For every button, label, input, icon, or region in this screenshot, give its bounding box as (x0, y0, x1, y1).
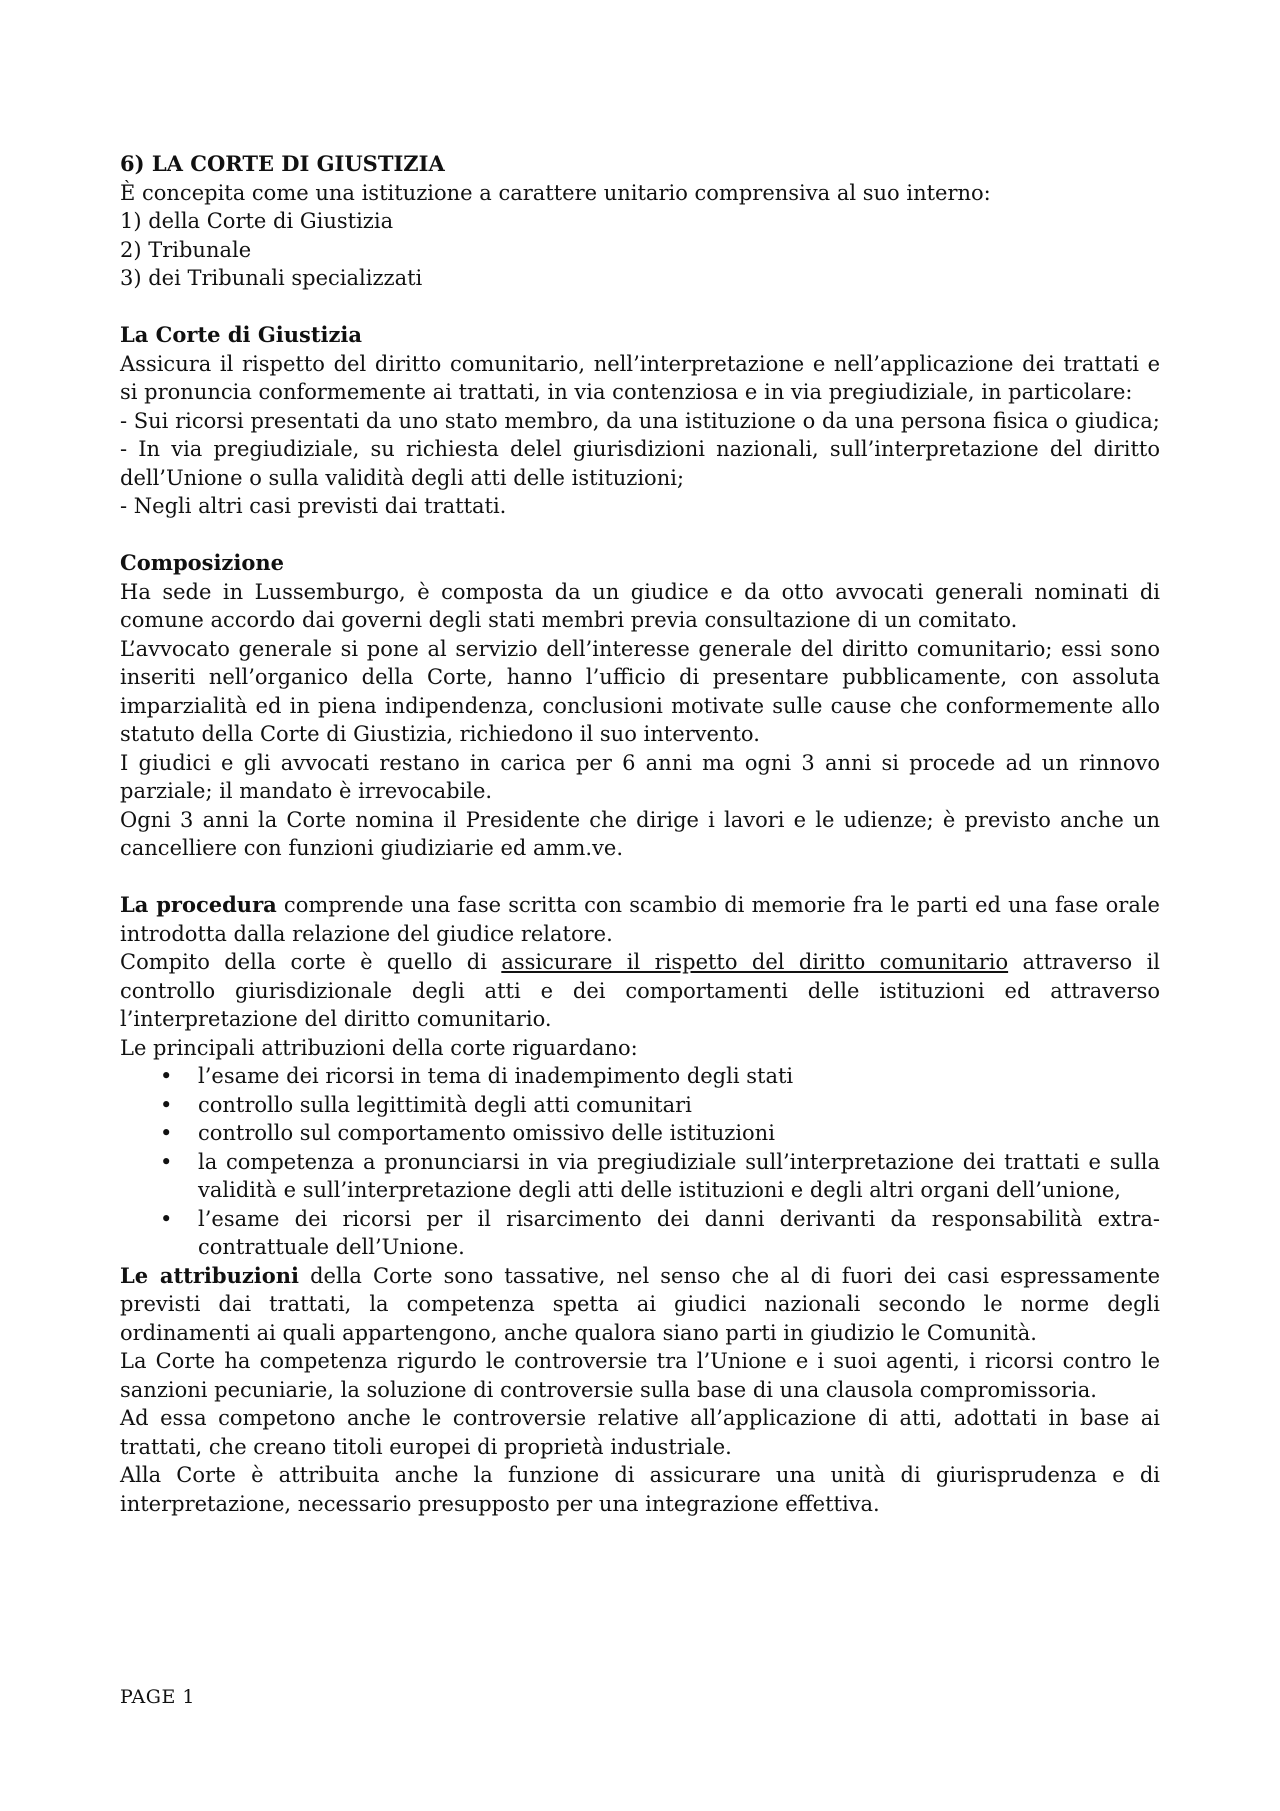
paragraph: Assicura il rispetto del diritto comunitario, nell’interpretazione e nell’applicazione dei trattati e si pronuncia conformemente ai trattati, in via contenziosa e in via pregiudiziale, in particolare: (120, 351, 1160, 404)
compito-text-pre: Compito della corte è quello di (120, 950, 502, 974)
list-item: 1) della Corte di Giustizia (120, 209, 394, 233)
procedura-text: comprende una fase scritta con scambio di memorie fra le parti ed una fase orale introdotta dalla relazione del giudice relatore. (120, 893, 1160, 946)
paragraph-attribuzioni (120, 1262, 1160, 1348)
paragraph: Ad essa competono anche le controversie relative all’applicazione di atti, adottati in base ai trattati, che creano titoli europei di proprietà industriale. (120, 1406, 1160, 1459)
page-number: PAGE 1 (120, 1686, 195, 1708)
paragraph: - Negli altri casi previsti dai trattati. (120, 494, 507, 518)
procedura-heading: La procedura (120, 892, 277, 917)
bullet-icon: • (160, 1206, 173, 1231)
paragraph: - In via pregiudiziale, su richiesta delel giurisdizioni nazionali, sull’interpretazione del diritto dell’Unione o sulla validità degli atti delle istituzioni; (120, 437, 1160, 490)
section-title-corte-di-giustizia: La Corte di Giustizia (120, 322, 363, 347)
list-item-text: l’esame dei ricorsi per il risarcimento dei danni derivanti da responsabilità extra-contrattuale dell’Unione. (198, 1206, 1160, 1259)
section-title-corte: 6) LA CORTE DI GIUSTIZIA (120, 151, 445, 176)
attribuzioni-list (120, 1062, 1160, 1262)
paragraph-procedura (120, 891, 1160, 948)
list-item (160, 1148, 1160, 1205)
attribuzioni-intro: Le principali attribuzioni della corte riguardano: (120, 1035, 638, 1060)
paragraph-compito (120, 948, 1160, 1034)
bullet-icon: • (160, 1149, 173, 1174)
paragraph: L’avvocato generale si pone al servizio dell’interesse generale del diritto comunitario; essi sono inseriti nell’organico della Corte, hanno l’ufficio di presentare pubblicamente, con assoluta imparzialità ed in piena indipendenza, conclusioni motivate sulle cause che conformemente allo statuto della Corte di Giustizia, richiedono il suo intervento. (120, 636, 1160, 746)
paragraph: Alla Corte è attribuita anche la funzione di assicurare una unità di giurisprudenza e di interpretazione, necessario presupposto per una integrazione effettiva. (120, 1463, 1160, 1516)
list-item (160, 1205, 1160, 1262)
list-item-text: controllo sul comportamento omissivo delle istituzioni (198, 1121, 775, 1145)
list-item (160, 1062, 1160, 1091)
bullet-icon: • (160, 1121, 173, 1145)
compito-underlined: assicurare il rispetto del diritto comunitario (501, 950, 1009, 974)
list-item-text: l’esame dei ricorsi in tema di inadempimento degli stati (198, 1064, 794, 1088)
paragraph: Ogni 3 anni la Corte nomina il Presidente che dirige i lavori e le udienze; è previsto anche un cancelliere con funzioni giudiziarie ed amm.ve. (120, 807, 1160, 860)
paragraph: I giudici e gli avvocati restano in carica per 6 anni ma ogni 3 anni si procede ad un rinnovo parziale; il mandato è irrevocabile. (120, 750, 1160, 803)
list-item: 2) Tribunale (120, 237, 252, 262)
list-item-text: la competenza a pronunciarsi in via pregiudiziale sull’interpretazione dei trattati e sulla validità e sull’interpretazione degli atti delle istituzioni e degli altri organi dell’unione, (198, 1149, 1160, 1202)
list-item (160, 1119, 1160, 1148)
bullet-icon: • (160, 1064, 173, 1088)
paragraph: La Corte ha competenza rigurdo le controversie tra l’Unione e i suoi agenti, i ricorsi contro le sanzioni pecuniarie, la soluzione di controversie sulla base di una clausola compromissoria. (120, 1349, 1160, 1402)
paragraph: Ha sede in Lussemburgo, è composta da un giudice e da otto avvocati generali nominati di comune accordo dai governi degli stati membri previa consultazione di un comitato. (120, 579, 1160, 632)
section-intro: È concepita come una istituzione a carattere unitario comprensiva al suo interno: (120, 180, 991, 205)
paragraph: - Sui ricorsi presentati da uno stato membro, da una istituzione o da una persona fisica o giudica; (120, 408, 1160, 433)
attribuzioni-heading: Le attribuzioni (120, 1262, 299, 1288)
attribuzioni-text: della Corte sono tassative, nel senso che al di fuori dei casi espressamente previsti dai trattati, la competenza spetta ai giudici nazionali secondo le norme degli ordinamenti ai quali appartengono, anche qualora siano parti in giudizio le Comunità. (120, 1263, 1161, 1345)
list-item: 3) dei Tribunali specializzati (120, 266, 423, 290)
bullet-icon: • (160, 1092, 173, 1117)
list-item (160, 1091, 1160, 1120)
compito-text-post: attraverso il controllo giurisdizionale degli atti e dei comportamenti delle istituzioni ed attraverso l’interpretazione del diritto comunitario. (120, 950, 1160, 1031)
section-title-composizione: Composizione (120, 550, 284, 575)
list-item-text: controllo sulla legittimità degli atti comunitari (198, 1092, 692, 1117)
